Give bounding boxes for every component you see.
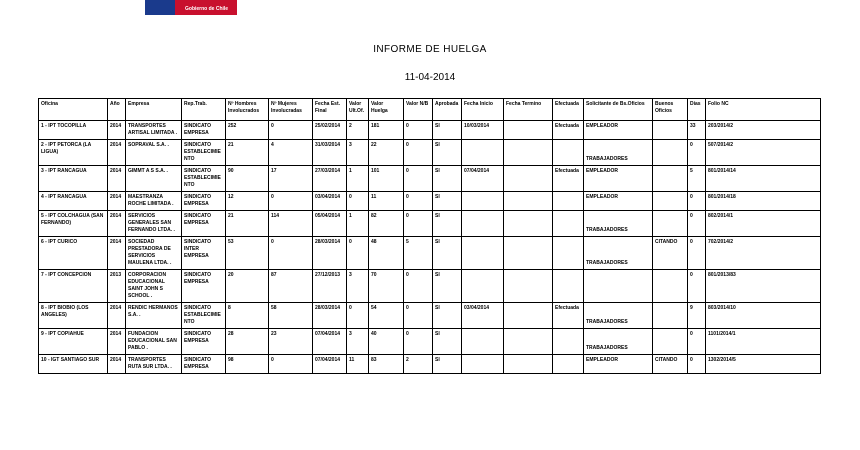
cell-valor-ult-of: 1 — [347, 166, 369, 192]
cell-fecha-inicio — [462, 211, 504, 237]
cell-efectuada: Efectuada — [553, 303, 584, 329]
cell-anio: 2014 — [108, 237, 126, 270]
cell-buenos-oficios — [653, 121, 688, 140]
column-header-oficina: Oficina — [39, 99, 108, 121]
cell-fecha-termino — [504, 140, 553, 166]
cell-fecha-termino — [504, 303, 553, 329]
cell-folio-nc: 702/2014/2 — [706, 237, 821, 270]
cell-n-mujeres: 0 — [269, 121, 313, 140]
column-header-buenos-oficios: Buenos Oficios — [653, 99, 688, 121]
cell-n-hombres: 21 — [226, 211, 269, 237]
cell-valor-nb: 0 — [404, 270, 433, 303]
cell-solicitante: TRABAJADORES — [584, 237, 653, 270]
cell-dias: 0 — [688, 237, 706, 270]
cell-rep-trab: SINDICATO EMPRESA — [182, 211, 226, 237]
cell-fecha-termino — [504, 237, 553, 270]
column-header-fecha-inicio: Fecha Inicio — [462, 99, 504, 121]
table-row — [39, 121, 821, 140]
cell-efectuada: Efectuada — [553, 121, 584, 140]
cell-rep-trab: SINDICATO EMPRESA — [182, 329, 226, 355]
cell-dias: 5 — [688, 166, 706, 192]
column-header-solicitante: Solicitante de Bs.Oficios — [584, 99, 653, 121]
cell-rep-trab: SINDICATO ESTABLECIMIENTO — [182, 303, 226, 329]
cell-buenos-oficios — [653, 303, 688, 329]
cell-dias: 0 — [688, 270, 706, 303]
cell-valor-nb: 0 — [404, 166, 433, 192]
cell-fecha-est-final: 28/03/2014 — [313, 303, 347, 329]
cell-n-hombres: 28 — [226, 329, 269, 355]
cell-oficina: 2 - IPT PETORCA (LA LIGUA) — [39, 140, 108, 166]
cell-valor-huelga: 83 — [369, 355, 404, 374]
cell-n-mujeres: 58 — [269, 303, 313, 329]
cell-dias: 0 — [688, 355, 706, 374]
cell-dias: 0 — [688, 211, 706, 237]
cell-solicitante: TRABAJADORES — [584, 329, 653, 355]
cell-fecha-inicio — [462, 270, 504, 303]
cell-folio-nc: 801/2014/14 — [706, 166, 821, 192]
cell-rep-trab: SINDICATO EMPRESA — [182, 121, 226, 140]
cell-empresa: TRANSPORTES RUTA SUR LTDA. . — [126, 355, 182, 374]
cell-rep-trab: SINDICATO EMPRESA — [182, 270, 226, 303]
table-body — [39, 121, 821, 374]
cell-solicitante: TRABAJADORES — [584, 211, 653, 237]
cell-rep-trab: SINDICATO EMPRESA — [182, 355, 226, 374]
cell-solicitante: EMPLEADOR — [584, 355, 653, 374]
cell-aprobada: SI — [433, 121, 462, 140]
cell-folio-nc: 801/2014/18 — [706, 192, 821, 211]
cell-fecha-termino — [504, 121, 553, 140]
cell-efectuada: Efectuada — [553, 166, 584, 192]
cell-empresa: GIMMT A S S.A. . — [126, 166, 182, 192]
cell-fecha-inicio — [462, 192, 504, 211]
cell-fecha-inicio: 10/03/2014 — [462, 121, 504, 140]
cell-aprobada: SI — [433, 237, 462, 270]
cell-n-hombres: 90 — [226, 166, 269, 192]
cell-n-mujeres: 17 — [269, 166, 313, 192]
cell-fecha-est-final: 05/04/2014 — [313, 211, 347, 237]
cell-solicitante: TRABAJADORES — [584, 303, 653, 329]
cell-valor-nb: 0 — [404, 211, 433, 237]
table-row — [39, 166, 821, 192]
cell-valor-huelga: 181 — [369, 121, 404, 140]
cell-empresa: SOCIEDAD PRESTADORA DE SERVICIOS MAULENA LTDA. . — [126, 237, 182, 270]
table-row — [39, 211, 821, 237]
table-row — [39, 140, 821, 166]
cell-fecha-inicio: 07/04/2014 — [462, 166, 504, 192]
cell-aprobada: SI — [433, 192, 462, 211]
cell-oficina: 3 - IPT RANCAGUA — [39, 166, 108, 192]
cell-n-hombres: 12 — [226, 192, 269, 211]
cell-buenos-oficios — [653, 166, 688, 192]
cell-n-hombres: 252 — [226, 121, 269, 140]
cell-fecha-termino — [504, 192, 553, 211]
cell-empresa: RENDIC HERMANOS S.A. . — [126, 303, 182, 329]
cell-efectuada — [553, 211, 584, 237]
cell-anio: 2014 — [108, 166, 126, 192]
cell-folio-nc: 203/2014/2 — [706, 121, 821, 140]
cell-folio-nc: 507/2014/2 — [706, 140, 821, 166]
cell-rep-trab: SINDICATO EMPRESA — [182, 192, 226, 211]
column-header-valor-huelga: Valor Huelga — [369, 99, 404, 121]
cell-valor-huelga: 40 — [369, 329, 404, 355]
cell-valor-nb: 0 — [404, 140, 433, 166]
cell-oficina: 8 - IPT BIOBIO (LOS ANGELES) — [39, 303, 108, 329]
column-header-n-mujeres: Nº Mujeres Involucradas — [269, 99, 313, 121]
column-header-fecha-est-final: Fecha Est. Final — [313, 99, 347, 121]
cell-valor-ult-of: 11 — [347, 355, 369, 374]
cell-valor-huelga: 48 — [369, 237, 404, 270]
cell-dias: 33 — [688, 121, 706, 140]
cell-fecha-est-final: 27/12/2013 — [313, 270, 347, 303]
cell-valor-huelga: 101 — [369, 166, 404, 192]
cell-aprobada: SI — [433, 303, 462, 329]
cell-valor-ult-of: 3 — [347, 140, 369, 166]
cell-oficina: 7 - IPT CONCEPCION — [39, 270, 108, 303]
cell-n-hombres: 98 — [226, 355, 269, 374]
column-header-efectuada: Efectuada — [553, 99, 584, 121]
cell-fecha-est-final: 28/03/2014 — [313, 237, 347, 270]
cell-folio-nc: 803/2014/10 — [706, 303, 821, 329]
cell-n-mujeres: 0 — [269, 192, 313, 211]
cell-valor-nb: 0 — [404, 329, 433, 355]
cell-buenos-oficios — [653, 270, 688, 303]
cell-buenos-oficios: CITANDO — [653, 237, 688, 270]
cell-anio: 2013 — [108, 270, 126, 303]
cell-solicitante: EMPLEADOR — [584, 121, 653, 140]
cell-anio: 2014 — [108, 303, 126, 329]
cell-rep-trab: SINDICATO INTER EMPRESA — [182, 237, 226, 270]
cell-valor-ult-of: 3 — [347, 270, 369, 303]
cell-aprobada: SI — [433, 355, 462, 374]
cell-fecha-est-final: 07/04/2014 — [313, 329, 347, 355]
cell-empresa: MAESTRANZA ROCHE LIMITADA . — [126, 192, 182, 211]
table-row — [39, 303, 821, 329]
cell-valor-huelga: 82 — [369, 211, 404, 237]
cell-n-mujeres: 23 — [269, 329, 313, 355]
cell-fecha-est-final: 27/03/2014 — [313, 166, 347, 192]
cell-valor-huelga: 22 — [369, 140, 404, 166]
cell-oficina: 10 - IGT SANTIAGO SUR — [39, 355, 108, 374]
cell-efectuada — [553, 192, 584, 211]
report-date: 11-04-2014 — [404, 72, 456, 83]
cell-valor-nb: 0 — [404, 192, 433, 211]
cell-aprobada: SI — [433, 270, 462, 303]
cell-anio: 2014 — [108, 329, 126, 355]
cell-fecha-termino — [504, 211, 553, 237]
column-header-anio: Año — [108, 99, 126, 121]
cell-efectuada — [553, 140, 584, 166]
column-header-valor-nb: Valor N/B — [404, 99, 433, 121]
cell-anio: 2014 — [108, 192, 126, 211]
cell-aprobada: SI — [433, 329, 462, 355]
column-header-folio-nc: Folio NC — [706, 99, 821, 121]
cell-buenos-oficios — [653, 211, 688, 237]
cell-efectuada — [553, 270, 584, 303]
cell-rep-trab: SINDICATO ESTABLECIMIENTO — [182, 140, 226, 166]
cell-n-hombres: 20 — [226, 270, 269, 303]
cell-aprobada: SI — [433, 166, 462, 192]
cell-fecha-est-final: 31/03/2014 — [313, 140, 347, 166]
cell-efectuada — [553, 329, 584, 355]
cell-empresa: CORPORACION EDUCACIONAL SAINT JOHN S SCHOOL . — [126, 270, 182, 303]
logo-blue-block — [145, 0, 175, 15]
cell-n-mujeres: 0 — [269, 355, 313, 374]
column-header-empresa: Empresa — [126, 99, 182, 121]
cell-fecha-inicio: 03/04/2014 — [462, 303, 504, 329]
cell-n-hombres: 8 — [226, 303, 269, 329]
header-row — [39, 99, 821, 121]
column-header-n-hombres: Nº Hombres Involucrados — [226, 99, 269, 121]
cell-oficina: 1 - IPT TOCOPILLA — [39, 121, 108, 140]
cell-dias: 0 — [688, 192, 706, 211]
cell-valor-huelga: 54 — [369, 303, 404, 329]
cell-fecha-inicio — [462, 140, 504, 166]
cell-solicitante: EMPLEADOR — [584, 192, 653, 211]
cell-fecha-termino — [504, 270, 553, 303]
cell-valor-ult-of: 1 — [347, 211, 369, 237]
cell-valor-ult-of: 3 — [347, 329, 369, 355]
government-logo — [145, 0, 237, 15]
strike-report-table — [38, 98, 821, 374]
column-header-aprobada: Aprobada — [433, 99, 462, 121]
cell-n-hombres: 21 — [226, 140, 269, 166]
column-header-rep-trab: Rep.Trab. — [182, 99, 226, 121]
cell-aprobada: SI — [433, 211, 462, 237]
cell-valor-huelga: 11 — [369, 192, 404, 211]
cell-dias: 9 — [688, 303, 706, 329]
cell-anio: 2014 — [108, 355, 126, 374]
cell-oficina: 5 - IPT COLCHAGUA (SAN FERNANDO) — [39, 211, 108, 237]
cell-valor-huelga: 70 — [369, 270, 404, 303]
cell-buenos-oficios — [653, 140, 688, 166]
cell-valor-nb: 0 — [404, 303, 433, 329]
cell-fecha-est-final: 25/02/2014 — [313, 121, 347, 140]
column-header-dias: Días — [688, 99, 706, 121]
cell-oficina: 4 - IPT RANCAGUA — [39, 192, 108, 211]
cell-valor-nb: 5 — [404, 237, 433, 270]
cell-valor-ult-of: 0 — [347, 237, 369, 270]
cell-solicitante: EMPLEADOR — [584, 166, 653, 192]
table-row — [39, 237, 821, 270]
logo-text: Gobierno de Chile — [185, 6, 229, 12]
column-header-fecha-termino: Fecha Termino — [504, 99, 553, 121]
cell-valor-ult-of: 0 — [347, 192, 369, 211]
cell-buenos-oficios — [653, 329, 688, 355]
cell-n-mujeres: 87 — [269, 270, 313, 303]
cell-solicitante — [584, 270, 653, 303]
cell-buenos-oficios — [653, 192, 688, 211]
cell-buenos-oficios: CITANDO — [653, 355, 688, 374]
cell-efectuada — [553, 355, 584, 374]
cell-solicitante: TRABAJADORES — [584, 140, 653, 166]
cell-dias: 0 — [688, 329, 706, 355]
cell-fecha-inicio — [462, 355, 504, 374]
cell-rep-trab: SINDICATO ESTABLECIMIENTO — [182, 166, 226, 192]
cell-n-mujeres: 4 — [269, 140, 313, 166]
cell-dias: 0 — [688, 140, 706, 166]
cell-aprobada: SI — [433, 140, 462, 166]
column-header-valor-ult-of: Valor Ult.Of. — [347, 99, 369, 121]
cell-empresa: SERVICIOS GENERALES SAN FERNANDO LTDA. . — [126, 211, 182, 237]
cell-efectuada — [553, 237, 584, 270]
table-row — [39, 329, 821, 355]
report-title: INFORME DE HUELGA — [373, 44, 487, 55]
cell-n-mujeres: 114 — [269, 211, 313, 237]
cell-folio-nc: 1101/2014/1 — [706, 329, 821, 355]
cell-fecha-termino — [504, 355, 553, 374]
cell-fecha-inicio — [462, 329, 504, 355]
table-header — [39, 99, 821, 121]
cell-folio-nc: 1302/2014/5 — [706, 355, 821, 374]
cell-fecha-termino — [504, 166, 553, 192]
cell-fecha-est-final: 03/04/2014 — [313, 192, 347, 211]
cell-anio: 2014 — [108, 140, 126, 166]
cell-empresa: FUNDACION EDUCACIONAL SAN PABLO . — [126, 329, 182, 355]
table-row — [39, 192, 821, 211]
cell-folio-nc: 802/2014/1 — [706, 211, 821, 237]
cell-n-hombres: 53 — [226, 237, 269, 270]
table-row — [39, 355, 821, 374]
cell-valor-nb: 2 — [404, 355, 433, 374]
cell-n-mujeres: 0 — [269, 237, 313, 270]
table-row — [39, 270, 821, 303]
cell-valor-ult-of: 0 — [347, 303, 369, 329]
cell-empresa: SOPRAVAL S.A. . — [126, 140, 182, 166]
cell-empresa: TRANSPORTES ARTISAL LIMITADA . — [126, 121, 182, 140]
cell-oficina: 6 - IPT CURICO — [39, 237, 108, 270]
cell-anio: 2014 — [108, 211, 126, 237]
cell-fecha-inicio — [462, 237, 504, 270]
cell-valor-ult-of: 2 — [347, 121, 369, 140]
cell-valor-nb: 0 — [404, 121, 433, 140]
cell-oficina: 9 - IPT COPIAHUE — [39, 329, 108, 355]
cell-folio-nc: 801/2013/83 — [706, 270, 821, 303]
cell-fecha-est-final: 07/04/2014 — [313, 355, 347, 374]
cell-fecha-termino — [504, 329, 553, 355]
cell-anio: 2014 — [108, 121, 126, 140]
